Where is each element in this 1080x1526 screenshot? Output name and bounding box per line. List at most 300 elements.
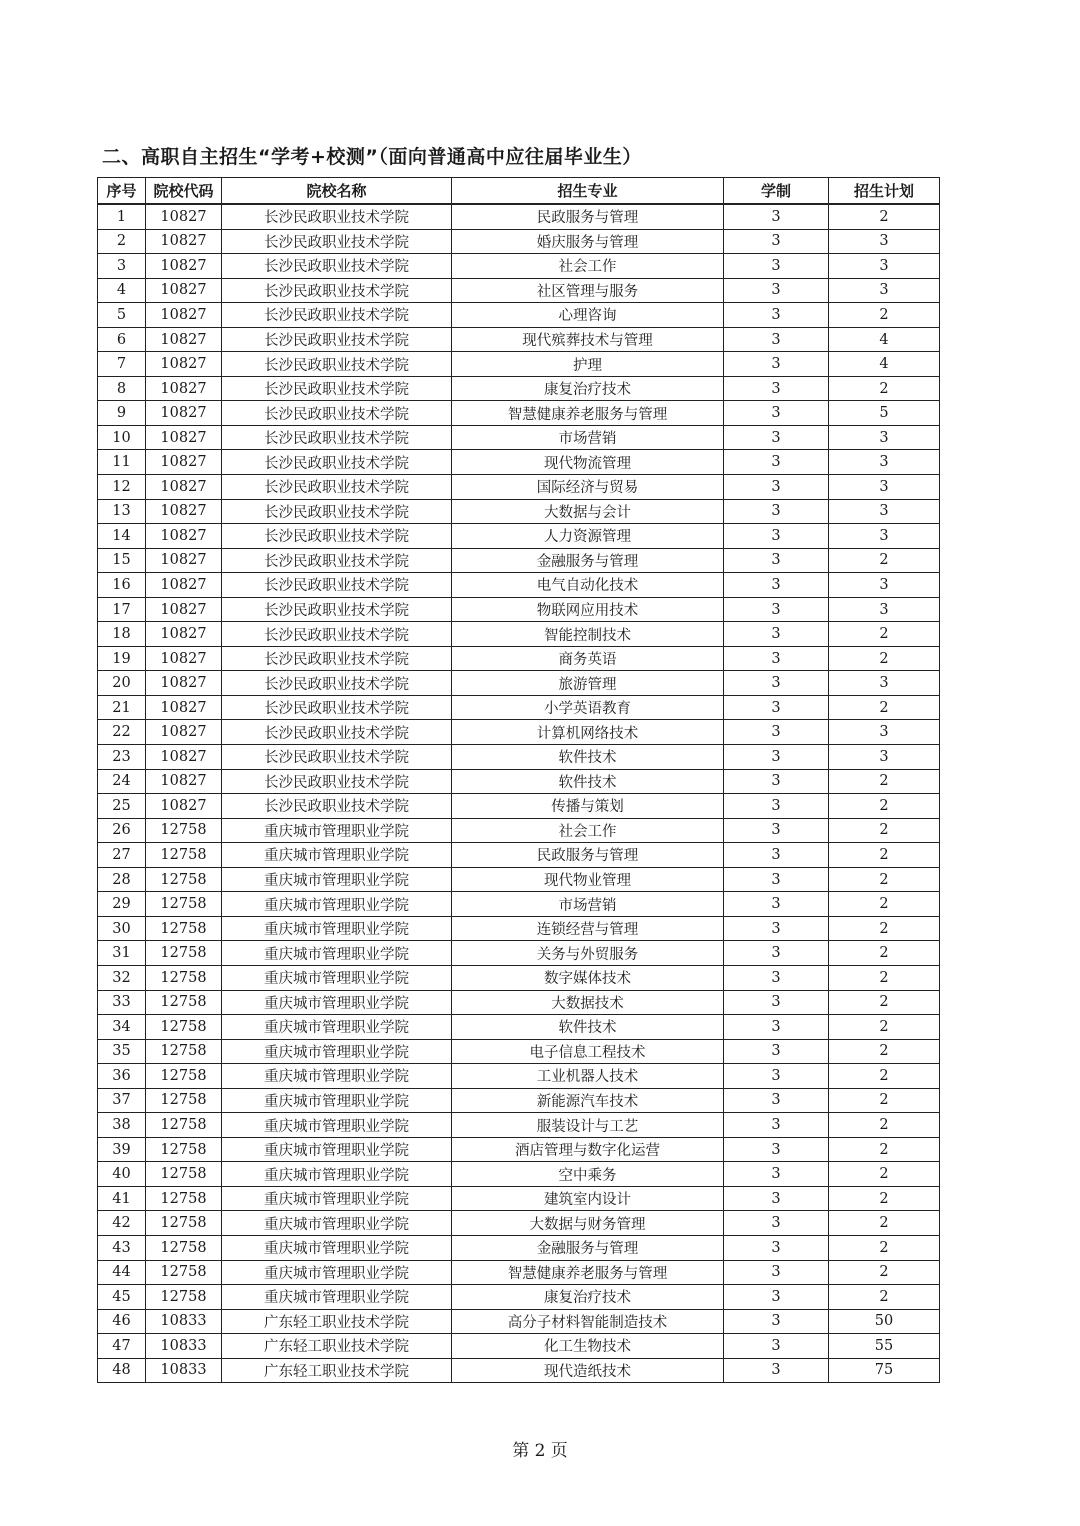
- cell-index: 27: [98, 843, 146, 868]
- cell-school-code: 12758: [146, 818, 222, 843]
- table-row: [98, 622, 940, 647]
- cell-duration: 3: [724, 695, 829, 720]
- cell-plan-count: 2: [829, 794, 940, 819]
- cell-plan-count: 2: [829, 867, 940, 892]
- table-row: [98, 965, 940, 990]
- cell-school-name: 重庆城市管理职业学院: [222, 1137, 452, 1162]
- cell-duration: 3: [724, 843, 829, 868]
- table-row: [98, 1162, 940, 1187]
- cell-school-code: 12758: [146, 916, 222, 941]
- cell-major: 计算机网络技术: [452, 720, 724, 745]
- cell-duration: 3: [724, 867, 829, 892]
- table-row: [98, 941, 940, 966]
- cell-plan-count: 5: [829, 401, 940, 426]
- cell-plan-count: 2: [829, 695, 940, 720]
- cell-school-code: 12758: [146, 1064, 222, 1089]
- cell-index: 16: [98, 573, 146, 598]
- table-row: [98, 352, 940, 377]
- cell-major: 金融服务与管理: [452, 1235, 724, 1260]
- cell-school-name: 重庆城市管理职业学院: [222, 1113, 452, 1138]
- table-row: [98, 1186, 940, 1211]
- cell-school-name: 长沙民政职业技术学院: [222, 327, 452, 352]
- cell-school-name: 长沙民政职业技术学院: [222, 671, 452, 696]
- cell-school-name: 重庆城市管理职业学院: [222, 843, 452, 868]
- table-row: [98, 720, 940, 745]
- cell-index: 43: [98, 1235, 146, 1260]
- cell-school-code: 10827: [146, 376, 222, 401]
- cell-duration: 3: [724, 818, 829, 843]
- header-school-name: 院校名称: [222, 178, 452, 205]
- cell-plan-count: 3: [829, 425, 940, 450]
- cell-index: 26: [98, 818, 146, 843]
- cell-index: 11: [98, 450, 146, 475]
- cell-duration: 3: [724, 1039, 829, 1064]
- cell-school-code: 10827: [146, 425, 222, 450]
- table-row: [98, 548, 940, 573]
- cell-major: 大数据与会计: [452, 499, 724, 524]
- cell-school-name: 重庆城市管理职业学院: [222, 1186, 452, 1211]
- table-row: [98, 695, 940, 720]
- cell-major: 连锁经营与管理: [452, 916, 724, 941]
- table-row: [98, 1064, 940, 1089]
- cell-school-name: 长沙民政职业技术学院: [222, 278, 452, 303]
- cell-school-name: 长沙民政职业技术学院: [222, 376, 452, 401]
- cell-plan-count: 2: [829, 965, 940, 990]
- cell-school-code: 12758: [146, 1088, 222, 1113]
- cell-school-name: 重庆城市管理职业学院: [222, 1285, 452, 1310]
- cell-school-name: 重庆城市管理职业学院: [222, 1235, 452, 1260]
- cell-school-code: 12758: [146, 1162, 222, 1187]
- cell-duration: 3: [724, 990, 829, 1015]
- cell-duration: 3: [724, 573, 829, 598]
- cell-major: 市场营销: [452, 892, 724, 917]
- cell-school-name: 长沙民政职业技术学院: [222, 524, 452, 549]
- cell-major: 现代物流管理: [452, 450, 724, 475]
- cell-index: 20: [98, 671, 146, 696]
- cell-school-code: 12758: [146, 1260, 222, 1285]
- cell-plan-count: 2: [829, 1186, 940, 1211]
- table-row: [98, 1113, 940, 1138]
- cell-major: 康复治疗技术: [452, 376, 724, 401]
- cell-school-code: 12758: [146, 1186, 222, 1211]
- cell-plan-count: 2: [829, 916, 940, 941]
- cell-duration: 3: [724, 548, 829, 573]
- section-heading: 二、高职自主招生“学考+校测”（面向普通高中应往届毕业生）: [102, 146, 642, 168]
- cell-major: 旅游管理: [452, 671, 724, 696]
- cell-index: 14: [98, 524, 146, 549]
- cell-school-code: 12758: [146, 1113, 222, 1138]
- cell-plan-count: 2: [829, 892, 940, 917]
- table-row: [98, 425, 940, 450]
- cell-school-code: 12758: [146, 1285, 222, 1310]
- table-row: [98, 254, 940, 279]
- cell-duration: 3: [724, 303, 829, 328]
- table-row: [98, 524, 940, 549]
- cell-school-code: 10827: [146, 622, 222, 647]
- cell-index: 37: [98, 1088, 146, 1113]
- cell-major: 空中乘务: [452, 1162, 724, 1187]
- cell-school-name: 重庆城市管理职业学院: [222, 1064, 452, 1089]
- cell-major: 婚庆服务与管理: [452, 229, 724, 254]
- cell-school-name: 长沙民政职业技术学院: [222, 425, 452, 450]
- cell-plan-count: 2: [829, 769, 940, 794]
- cell-plan-count: 2: [829, 548, 940, 573]
- cell-duration: 3: [724, 916, 829, 941]
- cell-school-code: 10827: [146, 327, 222, 352]
- cell-school-name: 长沙民政职业技术学院: [222, 475, 452, 500]
- table-row: [98, 401, 940, 426]
- cell-school-code: 10827: [146, 745, 222, 770]
- cell-plan-count: 3: [829, 573, 940, 598]
- table-row: [98, 769, 940, 794]
- cell-duration: 3: [724, 1137, 829, 1162]
- cell-major: 社会工作: [452, 254, 724, 279]
- cell-school-code: 10827: [146, 769, 222, 794]
- table-row: [98, 1211, 940, 1236]
- cell-major: 数字媒体技术: [452, 965, 724, 990]
- cell-school-name: 重庆城市管理职业学院: [222, 1260, 452, 1285]
- cell-plan-count: 2: [829, 1015, 940, 1040]
- cell-duration: 3: [724, 646, 829, 671]
- cell-school-code: 10827: [146, 695, 222, 720]
- cell-index: 21: [98, 695, 146, 720]
- table-row: [98, 1260, 940, 1285]
- cell-plan-count: 3: [829, 524, 940, 549]
- cell-plan-count: 3: [829, 671, 940, 696]
- cell-index: 2: [98, 229, 146, 254]
- cell-index: 35: [98, 1039, 146, 1064]
- cell-school-code: 10827: [146, 204, 222, 229]
- cell-duration: 3: [724, 1334, 829, 1359]
- cell-duration: 3: [724, 1211, 829, 1236]
- cell-major: 心理咨询: [452, 303, 724, 328]
- cell-major: 护理: [452, 352, 724, 377]
- cell-index: 31: [98, 941, 146, 966]
- cell-school-name: 长沙民政职业技术学院: [222, 548, 452, 573]
- cell-major: 现代物业管理: [452, 867, 724, 892]
- cell-plan-count: 3: [829, 745, 940, 770]
- cell-school-code: 10827: [146, 573, 222, 598]
- table-row: [98, 229, 940, 254]
- cell-duration: 3: [724, 327, 829, 352]
- cell-major: 智慧健康养老服务与管理: [452, 401, 724, 426]
- cell-school-code: 12758: [146, 990, 222, 1015]
- cell-plan-count: 2: [829, 303, 940, 328]
- cell-plan-count: 2: [829, 1260, 940, 1285]
- cell-plan-count: 3: [829, 254, 940, 279]
- cell-school-name: 重庆城市管理职业学院: [222, 990, 452, 1015]
- cell-plan-count: 4: [829, 327, 940, 352]
- cell-school-name: 长沙民政职业技术学院: [222, 450, 452, 475]
- header-plan-count: 招生计划: [829, 178, 940, 205]
- cell-school-name: 长沙民政职业技术学院: [222, 303, 452, 328]
- cell-duration: 3: [724, 278, 829, 303]
- cell-plan-count: 3: [829, 499, 940, 524]
- cell-index: 34: [98, 1015, 146, 1040]
- cell-index: 12: [98, 475, 146, 500]
- cell-school-name: 重庆城市管理职业学院: [222, 941, 452, 966]
- cell-index: 32: [98, 965, 146, 990]
- cell-index: 46: [98, 1309, 146, 1334]
- cell-plan-count: 2: [829, 204, 940, 229]
- cell-major: 智慧健康养老服务与管理: [452, 1260, 724, 1285]
- cell-plan-count: 2: [829, 818, 940, 843]
- cell-major: 高分子材料智能制造技术: [452, 1309, 724, 1334]
- cell-major: 大数据技术: [452, 990, 724, 1015]
- cell-school-code: 10833: [146, 1309, 222, 1334]
- cell-index: 30: [98, 916, 146, 941]
- table-row: [98, 327, 940, 352]
- cell-index: 25: [98, 794, 146, 819]
- cell-duration: 3: [724, 254, 829, 279]
- cell-duration: 3: [724, 499, 829, 524]
- cell-duration: 3: [724, 425, 829, 450]
- cell-duration: 3: [724, 1186, 829, 1211]
- cell-school-code: 12758: [146, 1137, 222, 1162]
- cell-major: 传播与策划: [452, 794, 724, 819]
- cell-duration: 3: [724, 671, 829, 696]
- cell-duration: 3: [724, 450, 829, 475]
- cell-school-code: 10827: [146, 794, 222, 819]
- cell-major: 服装设计与工艺: [452, 1113, 724, 1138]
- cell-school-name: 重庆城市管理职业学院: [222, 892, 452, 917]
- header-school-code: 院校代码: [146, 178, 222, 205]
- cell-school-code: 12758: [146, 1039, 222, 1064]
- cell-school-name: 长沙民政职业技术学院: [222, 204, 452, 229]
- cell-school-name: 重庆城市管理职业学院: [222, 1015, 452, 1040]
- cell-major: 民政服务与管理: [452, 204, 724, 229]
- cell-duration: 3: [724, 524, 829, 549]
- cell-plan-count: 2: [829, 1285, 940, 1310]
- cell-school-name: 长沙民政职业技术学院: [222, 745, 452, 770]
- cell-index: 33: [98, 990, 146, 1015]
- cell-major: 建筑室内设计: [452, 1186, 724, 1211]
- table-row: [98, 475, 940, 500]
- cell-duration: 3: [724, 794, 829, 819]
- cell-school-code: 10827: [146, 254, 222, 279]
- table-row: [98, 892, 940, 917]
- cell-school-code: 10833: [146, 1358, 222, 1383]
- cell-plan-count: 2: [829, 1039, 940, 1064]
- cell-duration: 3: [724, 1309, 829, 1334]
- cell-index: 10: [98, 425, 146, 450]
- cell-plan-count: 3: [829, 720, 940, 745]
- cell-duration: 3: [724, 352, 829, 377]
- cell-duration: 3: [724, 892, 829, 917]
- cell-school-name: 重庆城市管理职业学院: [222, 1088, 452, 1113]
- cell-plan-count: 2: [829, 622, 940, 647]
- cell-school-code: 12758: [146, 843, 222, 868]
- cell-school-code: 10827: [146, 303, 222, 328]
- cell-school-name: 长沙民政职业技术学院: [222, 794, 452, 819]
- cell-index: 18: [98, 622, 146, 647]
- cell-school-code: 10827: [146, 278, 222, 303]
- cell-school-code: 10827: [146, 499, 222, 524]
- cell-major: 民政服务与管理: [452, 843, 724, 868]
- table-row: [98, 745, 940, 770]
- cell-index: 45: [98, 1285, 146, 1310]
- cell-school-name: 长沙民政职业技术学院: [222, 622, 452, 647]
- cell-index: 7: [98, 352, 146, 377]
- cell-school-code: 12758: [146, 1235, 222, 1260]
- cell-major: 现代殡葬技术与管理: [452, 327, 724, 352]
- cell-index: 41: [98, 1186, 146, 1211]
- cell-index: 29: [98, 892, 146, 917]
- cell-index: 13: [98, 499, 146, 524]
- table-row: [98, 204, 940, 229]
- cell-plan-count: 2: [829, 843, 940, 868]
- cell-school-name: 广东轻工职业技术学院: [222, 1358, 452, 1383]
- cell-duration: 3: [724, 622, 829, 647]
- header-index: 序号: [98, 178, 146, 205]
- table-row: [98, 1137, 940, 1162]
- cell-school-name: 长沙民政职业技术学院: [222, 769, 452, 794]
- cell-school-name: 广东轻工职业技术学院: [222, 1309, 452, 1334]
- cell-school-name: 重庆城市管理职业学院: [222, 965, 452, 990]
- cell-school-name: 长沙民政职业技术学院: [222, 597, 452, 622]
- cell-major: 市场营销: [452, 425, 724, 450]
- cell-plan-count: 2: [829, 1088, 940, 1113]
- cell-index: 6: [98, 327, 146, 352]
- cell-school-name: 长沙民政职业技术学院: [222, 646, 452, 671]
- cell-plan-count: 2: [829, 1235, 940, 1260]
- table-row: [98, 794, 940, 819]
- cell-major: 关务与外贸服务: [452, 941, 724, 966]
- cell-index: 28: [98, 867, 146, 892]
- cell-major: 物联网应用技术: [452, 597, 724, 622]
- header-major: 招生专业: [452, 178, 724, 205]
- cell-duration: 3: [724, 965, 829, 990]
- cell-index: 39: [98, 1137, 146, 1162]
- cell-major: 电气自动化技术: [452, 573, 724, 598]
- table-row: [98, 1309, 940, 1334]
- cell-school-code: 10827: [146, 352, 222, 377]
- cell-school-name: 重庆城市管理职业学院: [222, 1211, 452, 1236]
- cell-major: 新能源汽车技术: [452, 1088, 724, 1113]
- cell-plan-count: 3: [829, 475, 940, 500]
- cell-major: 社区管理与服务: [452, 278, 724, 303]
- table-row: [98, 867, 940, 892]
- cell-school-code: 10833: [146, 1334, 222, 1359]
- cell-major: 国际经济与贸易: [452, 475, 724, 500]
- table-row: [98, 818, 940, 843]
- cell-school-code: 12758: [146, 941, 222, 966]
- cell-school-name: 长沙民政职业技术学院: [222, 695, 452, 720]
- cell-school-code: 10827: [146, 475, 222, 500]
- cell-plan-count: 3: [829, 229, 940, 254]
- cell-plan-count: 2: [829, 990, 940, 1015]
- cell-school-code: 10827: [146, 597, 222, 622]
- table-row: [98, 450, 940, 475]
- cell-duration: 3: [724, 229, 829, 254]
- cell-index: 40: [98, 1162, 146, 1187]
- table-row: [98, 916, 940, 941]
- cell-duration: 3: [724, 376, 829, 401]
- cell-plan-count: 2: [829, 941, 940, 966]
- cell-duration: 3: [724, 745, 829, 770]
- cell-plan-count: 50: [829, 1309, 940, 1334]
- cell-duration: 3: [724, 720, 829, 745]
- cell-school-code: 12758: [146, 1015, 222, 1040]
- cell-duration: 3: [724, 769, 829, 794]
- cell-major: 商务英语: [452, 646, 724, 671]
- cell-index: 24: [98, 769, 146, 794]
- cell-plan-count: 55: [829, 1334, 940, 1359]
- cell-major: 电子信息工程技术: [452, 1039, 724, 1064]
- cell-plan-count: 4: [829, 352, 940, 377]
- table-row: [98, 573, 940, 598]
- cell-major: 社会工作: [452, 818, 724, 843]
- cell-index: 4: [98, 278, 146, 303]
- cell-index: 44: [98, 1260, 146, 1285]
- cell-duration: 3: [724, 475, 829, 500]
- cell-duration: 3: [724, 941, 829, 966]
- cell-index: 36: [98, 1064, 146, 1089]
- cell-school-name: 重庆城市管理职业学院: [222, 916, 452, 941]
- cell-plan-count: 3: [829, 450, 940, 475]
- cell-duration: 3: [724, 1088, 829, 1113]
- cell-school-code: 12758: [146, 892, 222, 917]
- table-row: [98, 499, 940, 524]
- cell-duration: 3: [724, 1235, 829, 1260]
- cell-school-name: 长沙民政职业技术学院: [222, 720, 452, 745]
- cell-school-name: 重庆城市管理职业学院: [222, 867, 452, 892]
- table-row: [98, 843, 940, 868]
- table-row: [98, 1334, 940, 1359]
- cell-plan-count: 3: [829, 597, 940, 622]
- cell-school-code: 10827: [146, 720, 222, 745]
- cell-school-code: 10827: [146, 524, 222, 549]
- cell-major: 软件技术: [452, 1015, 724, 1040]
- cell-major: 人力资源管理: [452, 524, 724, 549]
- cell-major: 软件技术: [452, 769, 724, 794]
- cell-duration: 3: [724, 1285, 829, 1310]
- cell-index: 19: [98, 646, 146, 671]
- cell-plan-count: 2: [829, 376, 940, 401]
- cell-duration: 3: [724, 401, 829, 426]
- table-row: [98, 1358, 940, 1383]
- cell-major: 化工生物技术: [452, 1334, 724, 1359]
- cell-major: 酒店管理与数字化运营: [452, 1137, 724, 1162]
- cell-school-code: 12758: [146, 1211, 222, 1236]
- cell-duration: 3: [724, 204, 829, 229]
- table-row: [98, 303, 940, 328]
- cell-school-name: 重庆城市管理职业学院: [222, 1039, 452, 1064]
- cell-duration: 3: [724, 1015, 829, 1040]
- cell-school-name: 重庆城市管理职业学院: [222, 1162, 452, 1187]
- cell-major: 金融服务与管理: [452, 548, 724, 573]
- cell-index: 48: [98, 1358, 146, 1383]
- table-header-row: [98, 178, 940, 205]
- cell-major: 软件技术: [452, 745, 724, 770]
- page-number: 第 2 页: [512, 1441, 568, 1461]
- cell-major: 小学英语教育: [452, 695, 724, 720]
- cell-school-name: 长沙民政职业技术学院: [222, 229, 452, 254]
- cell-school-name: 重庆城市管理职业学院: [222, 818, 452, 843]
- table-row: [98, 1015, 940, 1040]
- enrollment-plan-table: [97, 177, 940, 1383]
- cell-plan-count: 2: [829, 1113, 940, 1138]
- cell-major: 大数据与财务管理: [452, 1211, 724, 1236]
- cell-index: 38: [98, 1113, 146, 1138]
- cell-plan-count: 3: [829, 278, 940, 303]
- cell-school-name: 长沙民政职业技术学院: [222, 499, 452, 524]
- cell-plan-count: 2: [829, 1064, 940, 1089]
- cell-plan-count: 75: [829, 1358, 940, 1383]
- header-duration: 学制: [724, 178, 829, 205]
- table-row: [98, 597, 940, 622]
- table-body: [98, 204, 940, 1383]
